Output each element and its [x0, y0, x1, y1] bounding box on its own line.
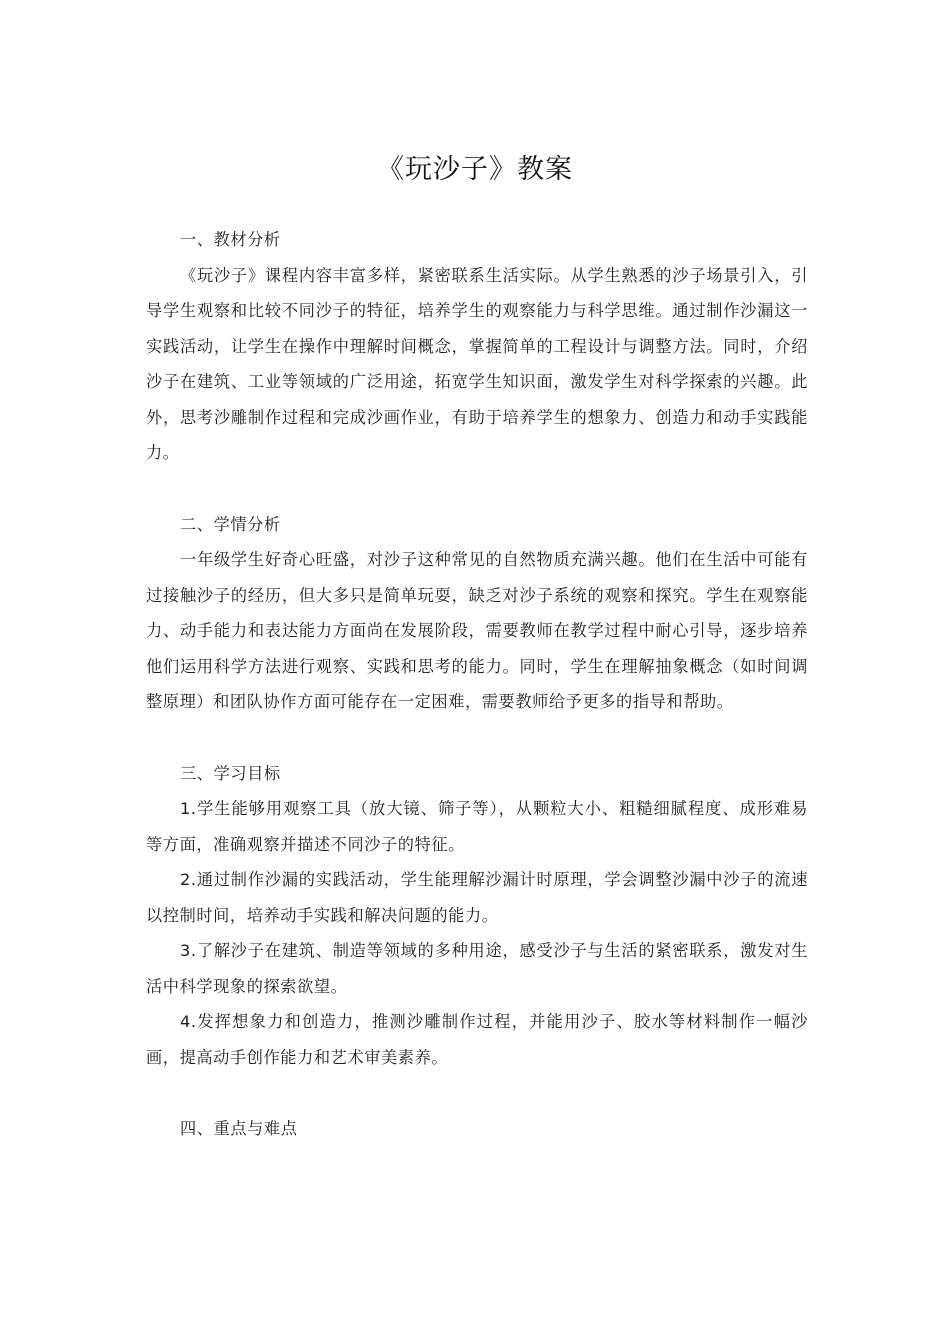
objective-item: 1.学生能够用观察工具（放大镜、筛子等），从颗粒大小、粗糙细腻程度、成形难易等方面，准确观察并描述不同沙子的特征。	[146, 799, 808, 854]
section-heading: 二、学情分析	[180, 514, 281, 534]
section-spacer	[146, 471, 808, 507]
section-spacer	[146, 720, 808, 756]
section-spacer	[146, 1075, 808, 1111]
section-heading: 四、重点与难点	[180, 1119, 298, 1138]
section-paragraph: 一年级学生好奇心旺盛，对沙子这种常见的自然物质充满兴趣。他们在生活中可能有过接触沙子的经历，但大多只是简单玩耍，缺乏对沙子系统的观察和探究。学生在观察能力、动手能力和表达能力方面尚在发展阶段，需要教师在教学过程中耐心引导，逐步培养他们运用科学方法进行观察、实践和思考的能力。同时，学生在理解抽象概念（如时间调整原理）和团队协作方面可能存在一定困难，需要教师给予更多的指导和帮助。	[146, 550, 808, 711]
objective-item: 4.发挥想象力和创造力，推测沙雕制作过程，并能用沙子、胶水等材料制作一幅沙画，提高动手创作能力和艺术审美素养。	[146, 1012, 808, 1067]
document-title: 《玩沙子》教案	[377, 154, 573, 186]
section-heading: 三、学习目标	[180, 763, 281, 783]
section-student-analysis	[146, 507, 808, 720]
objective-item: 3.了解沙子在建筑、制造等领域的多种用途，感受沙子与生活的紧密联系，激发对生活中科学现象的探索欲望。	[146, 941, 808, 996]
section-learning-objectives	[146, 756, 808, 1076]
section-textbook-analysis	[146, 222, 808, 471]
document-body	[146, 222, 808, 1147]
objective-item: 2.通过制作沙漏的实践活动，学生能理解沙漏计时原理，学会调整沙漏中沙子的流速以控制时间，培养动手实践和解决问题的能力。	[146, 870, 808, 925]
section-paragraph: 《玩沙子》课程内容丰富多样，紧密联系生活实际。从学生熟悉的沙子场景引入，引导学生观察和比较不同沙子的特征，培养学生的观察能力与科学思维。通过制作沙漏这一实践活动，让学生在操作中理解时间概念，掌握简单的工程设计与调整方法。同时，介绍沙子在建筑、工业等领域的广泛用途，拓宽学生知识面，激发学生对科学探索的兴趣。此外，思考沙雕制作过程和完成沙画作业，有助于培养学生的想象力、创造力和动手实践能力。	[146, 265, 808, 462]
section-key-points	[146, 1111, 808, 1147]
section-heading: 一、教材分析	[180, 230, 281, 249]
